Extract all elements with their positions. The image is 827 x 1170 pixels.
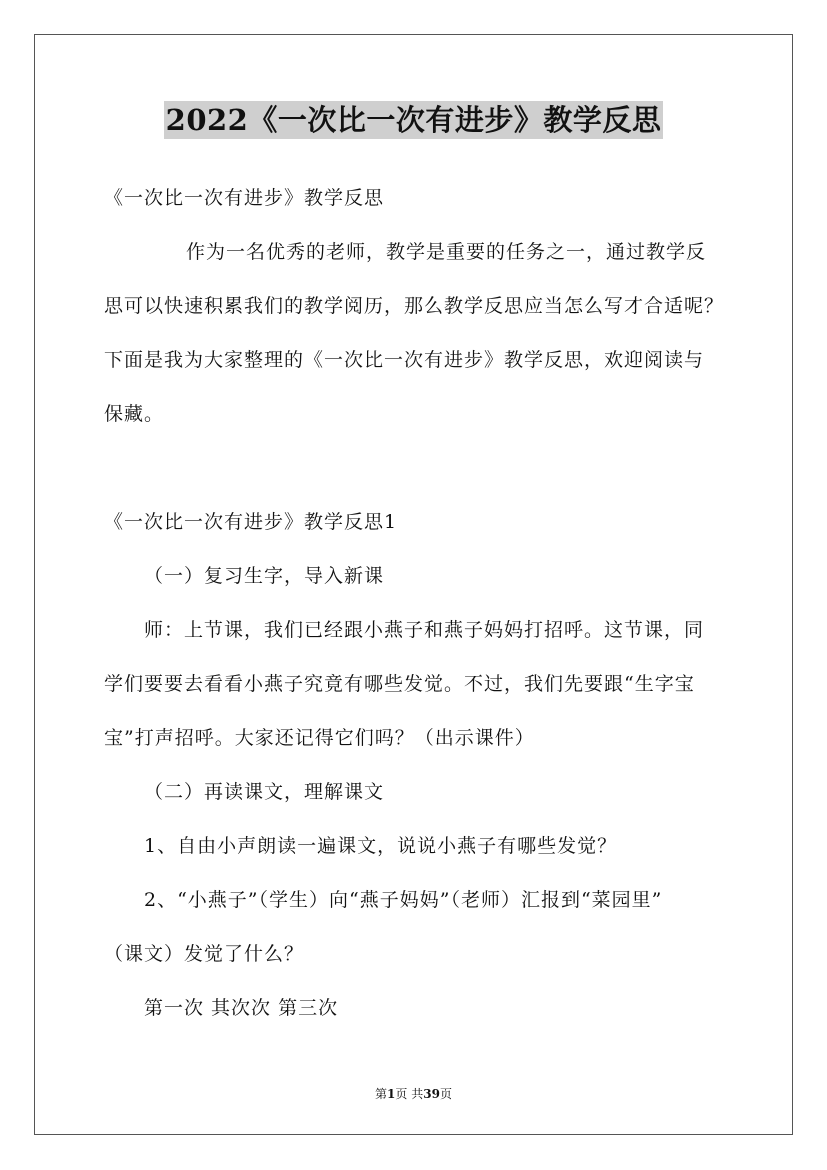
footer-page-number: 1 bbox=[387, 1087, 396, 1101]
body-line: 第一次 其次次 第三次 bbox=[144, 997, 339, 1019]
document-title: 2022《一次比一次有进步》教学反思 bbox=[165, 103, 662, 137]
intro-line: 下面是我为大家整理的《一次比一次有进步》教学反思，欢迎阅读与 bbox=[104, 349, 705, 371]
body-line: 师：上节课，我们已经跟小燕子和燕子妈妈打招呼。这节课，同 bbox=[144, 619, 705, 641]
body-line: 2、“小燕子”（学生）向“燕子妈妈”（老师）汇报到“菜园里” bbox=[144, 889, 663, 911]
footer-page-prefix: 第 bbox=[375, 1087, 388, 1101]
footer-total-pages: 39 bbox=[423, 1087, 440, 1101]
page-footer bbox=[0, 1085, 827, 1102]
body-line: 1、自由小声朗读一遍课文，说说小燕子有哪些发觉？ bbox=[144, 835, 618, 857]
intro-line: 思可以快速积累我们的教学阅历，那么教学反思应当怎么写才合适呢？ bbox=[104, 295, 725, 317]
intro-line: 保藏。 bbox=[104, 403, 165, 425]
body-line: 宝”打声招呼。大家还记得它们吗？（出示课件） bbox=[104, 727, 535, 749]
body-line: 学们要要去看看小燕子究竟有哪些发觉。不过，我们先要跟“生字宝 bbox=[104, 673, 695, 695]
body-line: （二）再读课文，理解课文 bbox=[144, 781, 385, 803]
body-line: （一）复习生字，导入新课 bbox=[144, 565, 385, 587]
intro-line: 作为一名优秀的老师，教学是重要的任务之一，通过教学反 bbox=[186, 241, 707, 263]
footer-page-mid: 页 共 bbox=[395, 1087, 424, 1101]
section-title: 《一次比一次有进步》教学反思1 bbox=[104, 511, 398, 533]
subtitle: 《一次比一次有进步》教学反思 bbox=[104, 187, 385, 209]
footer-page-suffix: 页 bbox=[439, 1087, 452, 1101]
body-line: （课文）发觉了什么？ bbox=[104, 943, 305, 965]
document-title-wrap bbox=[0, 98, 827, 139]
